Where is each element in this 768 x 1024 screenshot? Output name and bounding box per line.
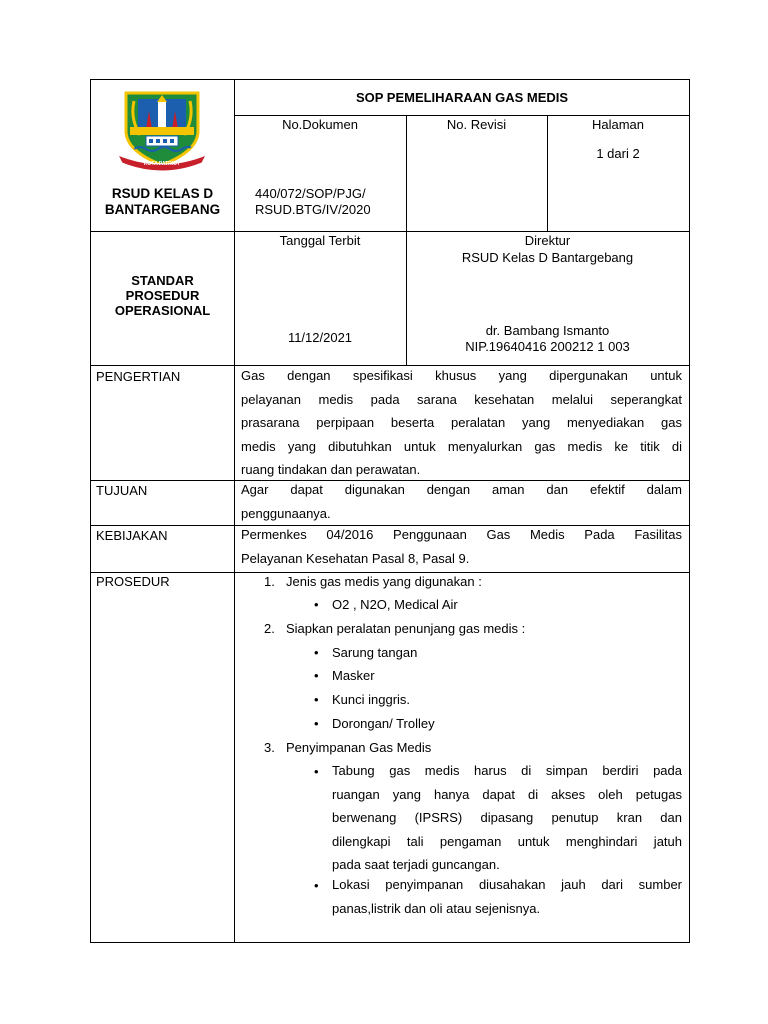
tujuan-line: penggunaanya. bbox=[241, 505, 331, 521]
step-1-item: O2 , N2O, Medical Air bbox=[332, 597, 458, 612]
revision-label: No. Revisi bbox=[446, 117, 507, 132]
sop-label-line1: STANDAR bbox=[131, 273, 194, 288]
director-nip: NIP.19640416 200212 1 003 bbox=[465, 339, 630, 354]
pengertian-line: Gas dengan spesifikasi khusus yang dipergunakan untuk bbox=[241, 368, 682, 383]
table-divider-header1 bbox=[90, 231, 690, 232]
table-border-top bbox=[90, 79, 690, 80]
director-hospital: RSUD Kelas D Bantargebang bbox=[461, 250, 634, 265]
director-label: Direktur bbox=[524, 233, 571, 248]
kebijakan-line: Permenkes 04/2016 Penggunaan Gas Medis Pada Fasilitas bbox=[241, 527, 682, 542]
doc-number-label: No.Dokumen bbox=[282, 117, 358, 132]
bullet-icon: • bbox=[314, 716, 319, 731]
section-label-kebijakan: KEBIJAKAN bbox=[96, 528, 168, 543]
bullet-icon: • bbox=[314, 597, 319, 612]
issue-date-value: 11/12/2021 bbox=[287, 330, 353, 345]
table-border-right bbox=[689, 79, 690, 943]
page-label: Halaman bbox=[591, 117, 645, 132]
step-2-item: Sarung tangan bbox=[332, 645, 418, 660]
issue-date-label: Tanggal Terbit bbox=[279, 233, 361, 248]
table-divider-title bbox=[234, 115, 690, 116]
pengertian-line: pelayanan medis pada sarana kesehatan melalui seperangkat bbox=[241, 391, 682, 407]
tujuan-line: Agar dapat digunakan dengan aman dan efektif dalam bbox=[241, 482, 682, 497]
director-name: dr. Bambang Ismanto bbox=[485, 323, 610, 338]
step-3-item-1 bbox=[332, 759, 682, 877]
bullet-icon: • bbox=[314, 692, 319, 707]
kebijakan-text bbox=[241, 523, 682, 570]
bullet-icon: • bbox=[314, 645, 319, 660]
step-2-number: 2. bbox=[264, 621, 275, 636]
org-name-line1: RSUD KELAS D bbox=[111, 186, 214, 201]
step-2-item: Dorongan/ Trolley bbox=[332, 716, 435, 731]
pengertian-line: medis yang dibutuhkan untuk menyalurkan gas medis ke titik di bbox=[241, 438, 682, 454]
step-3-item-1-line: Tabung gas medis harus di simpan berdiri pada bbox=[332, 763, 682, 778]
step-3-text: Penyimpanan Gas Medis bbox=[286, 740, 432, 755]
step-1-text: Jenis gas medis yang digunakan : bbox=[286, 574, 482, 589]
kebijakan-line: Pelayanan Kesehatan Pasal 8, Pasal 9. bbox=[241, 550, 470, 566]
tujuan-text bbox=[241, 478, 682, 525]
step-3-number: 3. bbox=[264, 740, 275, 755]
section-label-pengertian: PENGERTIAN bbox=[96, 369, 181, 384]
step-3-item-1-line: dilengkapi tali pengaman untuk menghindari jatuh bbox=[332, 833, 682, 849]
step-2-item: Masker bbox=[332, 668, 375, 683]
pengertian-line: prasarana perpipaan beserta peralatan yang menyediakan gas bbox=[241, 415, 682, 430]
svg-text:KOTA PATRIOT: KOTA PATRIOT bbox=[143, 161, 181, 167]
section-label-tujuan: TUJUAN bbox=[96, 483, 148, 498]
step-3-item-1-line: berwenang (IPSRS) dipasang penutup kran dan bbox=[332, 810, 682, 825]
sop-label-line2: PROSEDUR bbox=[125, 288, 200, 303]
step-3-item-2 bbox=[332, 873, 682, 920]
table-border-bottom bbox=[90, 942, 690, 943]
doc-number-value-line2: RSUD.BTG/IV/2020 bbox=[255, 202, 371, 217]
step-3-item-1-line: pada saat terjadi guncangan. bbox=[332, 857, 500, 872]
city-emblem-logo bbox=[116, 89, 208, 171]
document-title: SOP PEMELIHARAAN GAS MEDIS bbox=[355, 90, 569, 105]
sop-label-line3: OPERASIONAL bbox=[114, 303, 211, 318]
step-3-item-1-line: ruangan yang hanya dapat di akses oleh petugas bbox=[332, 786, 682, 802]
step-2-item: Kunci inggris. bbox=[332, 692, 411, 707]
doc-number-value-line1: 440/072/SOP/PJG/ bbox=[255, 186, 366, 201]
pengertian-line: ruang tindakan dan perawatan. bbox=[241, 462, 421, 477]
bullet-icon: • bbox=[314, 764, 319, 779]
org-name-line2: BANTARGEBANG bbox=[104, 202, 221, 217]
table-divider-kebijakan bbox=[90, 572, 690, 573]
step-2-text: Siapkan peralatan penunjang gas medis : bbox=[286, 621, 526, 636]
bullet-icon: • bbox=[314, 878, 319, 893]
pengertian-text bbox=[241, 364, 682, 482]
step-3-item-2-line: panas,listrik dan oli atau sejenisnya. bbox=[332, 900, 541, 916]
section-label-prosedur: PROSEDUR bbox=[96, 574, 170, 589]
bullet-icon: • bbox=[314, 668, 319, 683]
page-value: 1 dari 2 bbox=[596, 146, 640, 161]
step-1-number: 1. bbox=[264, 574, 275, 589]
step-3-item-2-line: Lokasi penyimpanan diusahakan jauh dari sumber bbox=[332, 877, 682, 892]
